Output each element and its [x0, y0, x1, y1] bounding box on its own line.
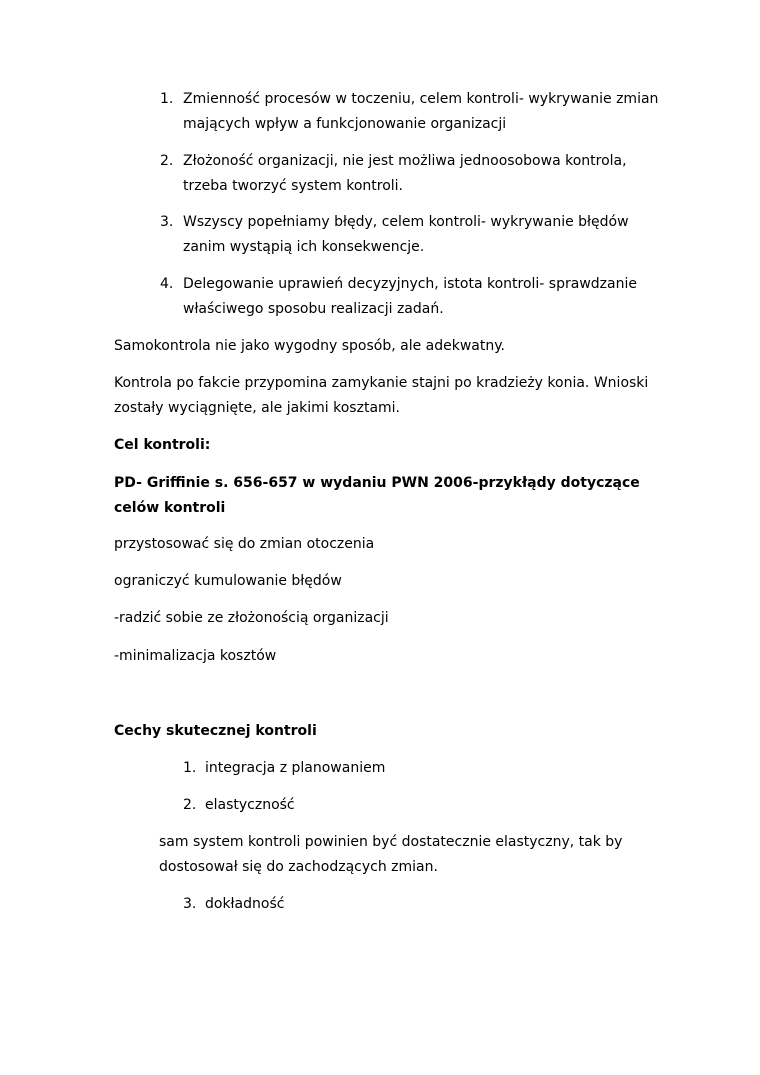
paragraph-elastycznosc: dostosował się do zachodzących zmian.: [159, 859, 438, 875]
feature-number: 1.: [183, 760, 197, 776]
list-item-text: trzeba tworzyć system kontroli.: [183, 178, 404, 194]
list-item-text: Wszyscy popełniamy błędy, celem kontroli- wykrywanie błędów: [183, 214, 629, 230]
paragraph-samokontrola: Samokontrola nie jako wygodny sposób, ale adekwatny.: [114, 338, 505, 354]
list-item-number: 4.: [160, 276, 174, 292]
heading-cel-kontroli: Cel kontroli:: [114, 437, 211, 453]
list-item-text: mających wpływ a funkcjonowanie organizacji: [183, 116, 507, 132]
heading-cechy: Cechy skutecznej kontroli: [114, 723, 317, 739]
list-item-number: 2.: [160, 153, 174, 169]
feature-number: 3.: [183, 896, 197, 912]
goal-item: ograniczyć kumulowanie błędów: [114, 573, 342, 589]
paragraph-elastycznosc: sam system kontroli powinien być dostatecznie elastyczny, tak by: [159, 834, 623, 850]
feature-number: 2.: [183, 797, 197, 813]
heading-pd-griffin: PD- Griffinie s. 656-657 w wydaniu PWN 2006-przykłądy dotyczące: [114, 475, 640, 491]
goal-item: -minimalizacja kosztów: [114, 648, 277, 664]
list-item-number: 1.: [160, 91, 174, 107]
paragraph-kontrola-po-fakcie: zostały wyciągnięte, ale jakimi kosztami.: [114, 400, 400, 416]
list-item-text: zanim wystąpią ich konsekwencje.: [183, 239, 425, 255]
list-item-text: Delegowanie uprawień decyzyjnych, istota kontroli- sprawdzanie: [183, 276, 637, 292]
feature-text: integracja z planowaniem: [205, 760, 386, 776]
paragraph-kontrola-po-fakcie: Kontrola po fakcie przypomina zamykanie stajni po kradzieży konia. Wnioski: [114, 375, 649, 391]
list-item-text: właściwego sposobu realizacji zadań.: [183, 301, 444, 317]
list-item-number: 3.: [160, 214, 174, 230]
list-item-text: Zmienność procesów w toczeniu, celem kontroli- wykrywanie zmian: [183, 91, 659, 107]
goal-item: -radzić sobie ze złożonością organizacji: [114, 610, 389, 626]
list-item-text: Złożoność organizacji, nie jest możliwa jednoosobowa kontrola,: [183, 153, 627, 169]
goal-item: przystosować się do zmian otoczenia: [114, 536, 375, 552]
heading-pd-griffin: celów kontroli: [114, 500, 226, 516]
feature-text: dokładność: [205, 896, 285, 912]
feature-text: elastyczność: [205, 797, 295, 813]
